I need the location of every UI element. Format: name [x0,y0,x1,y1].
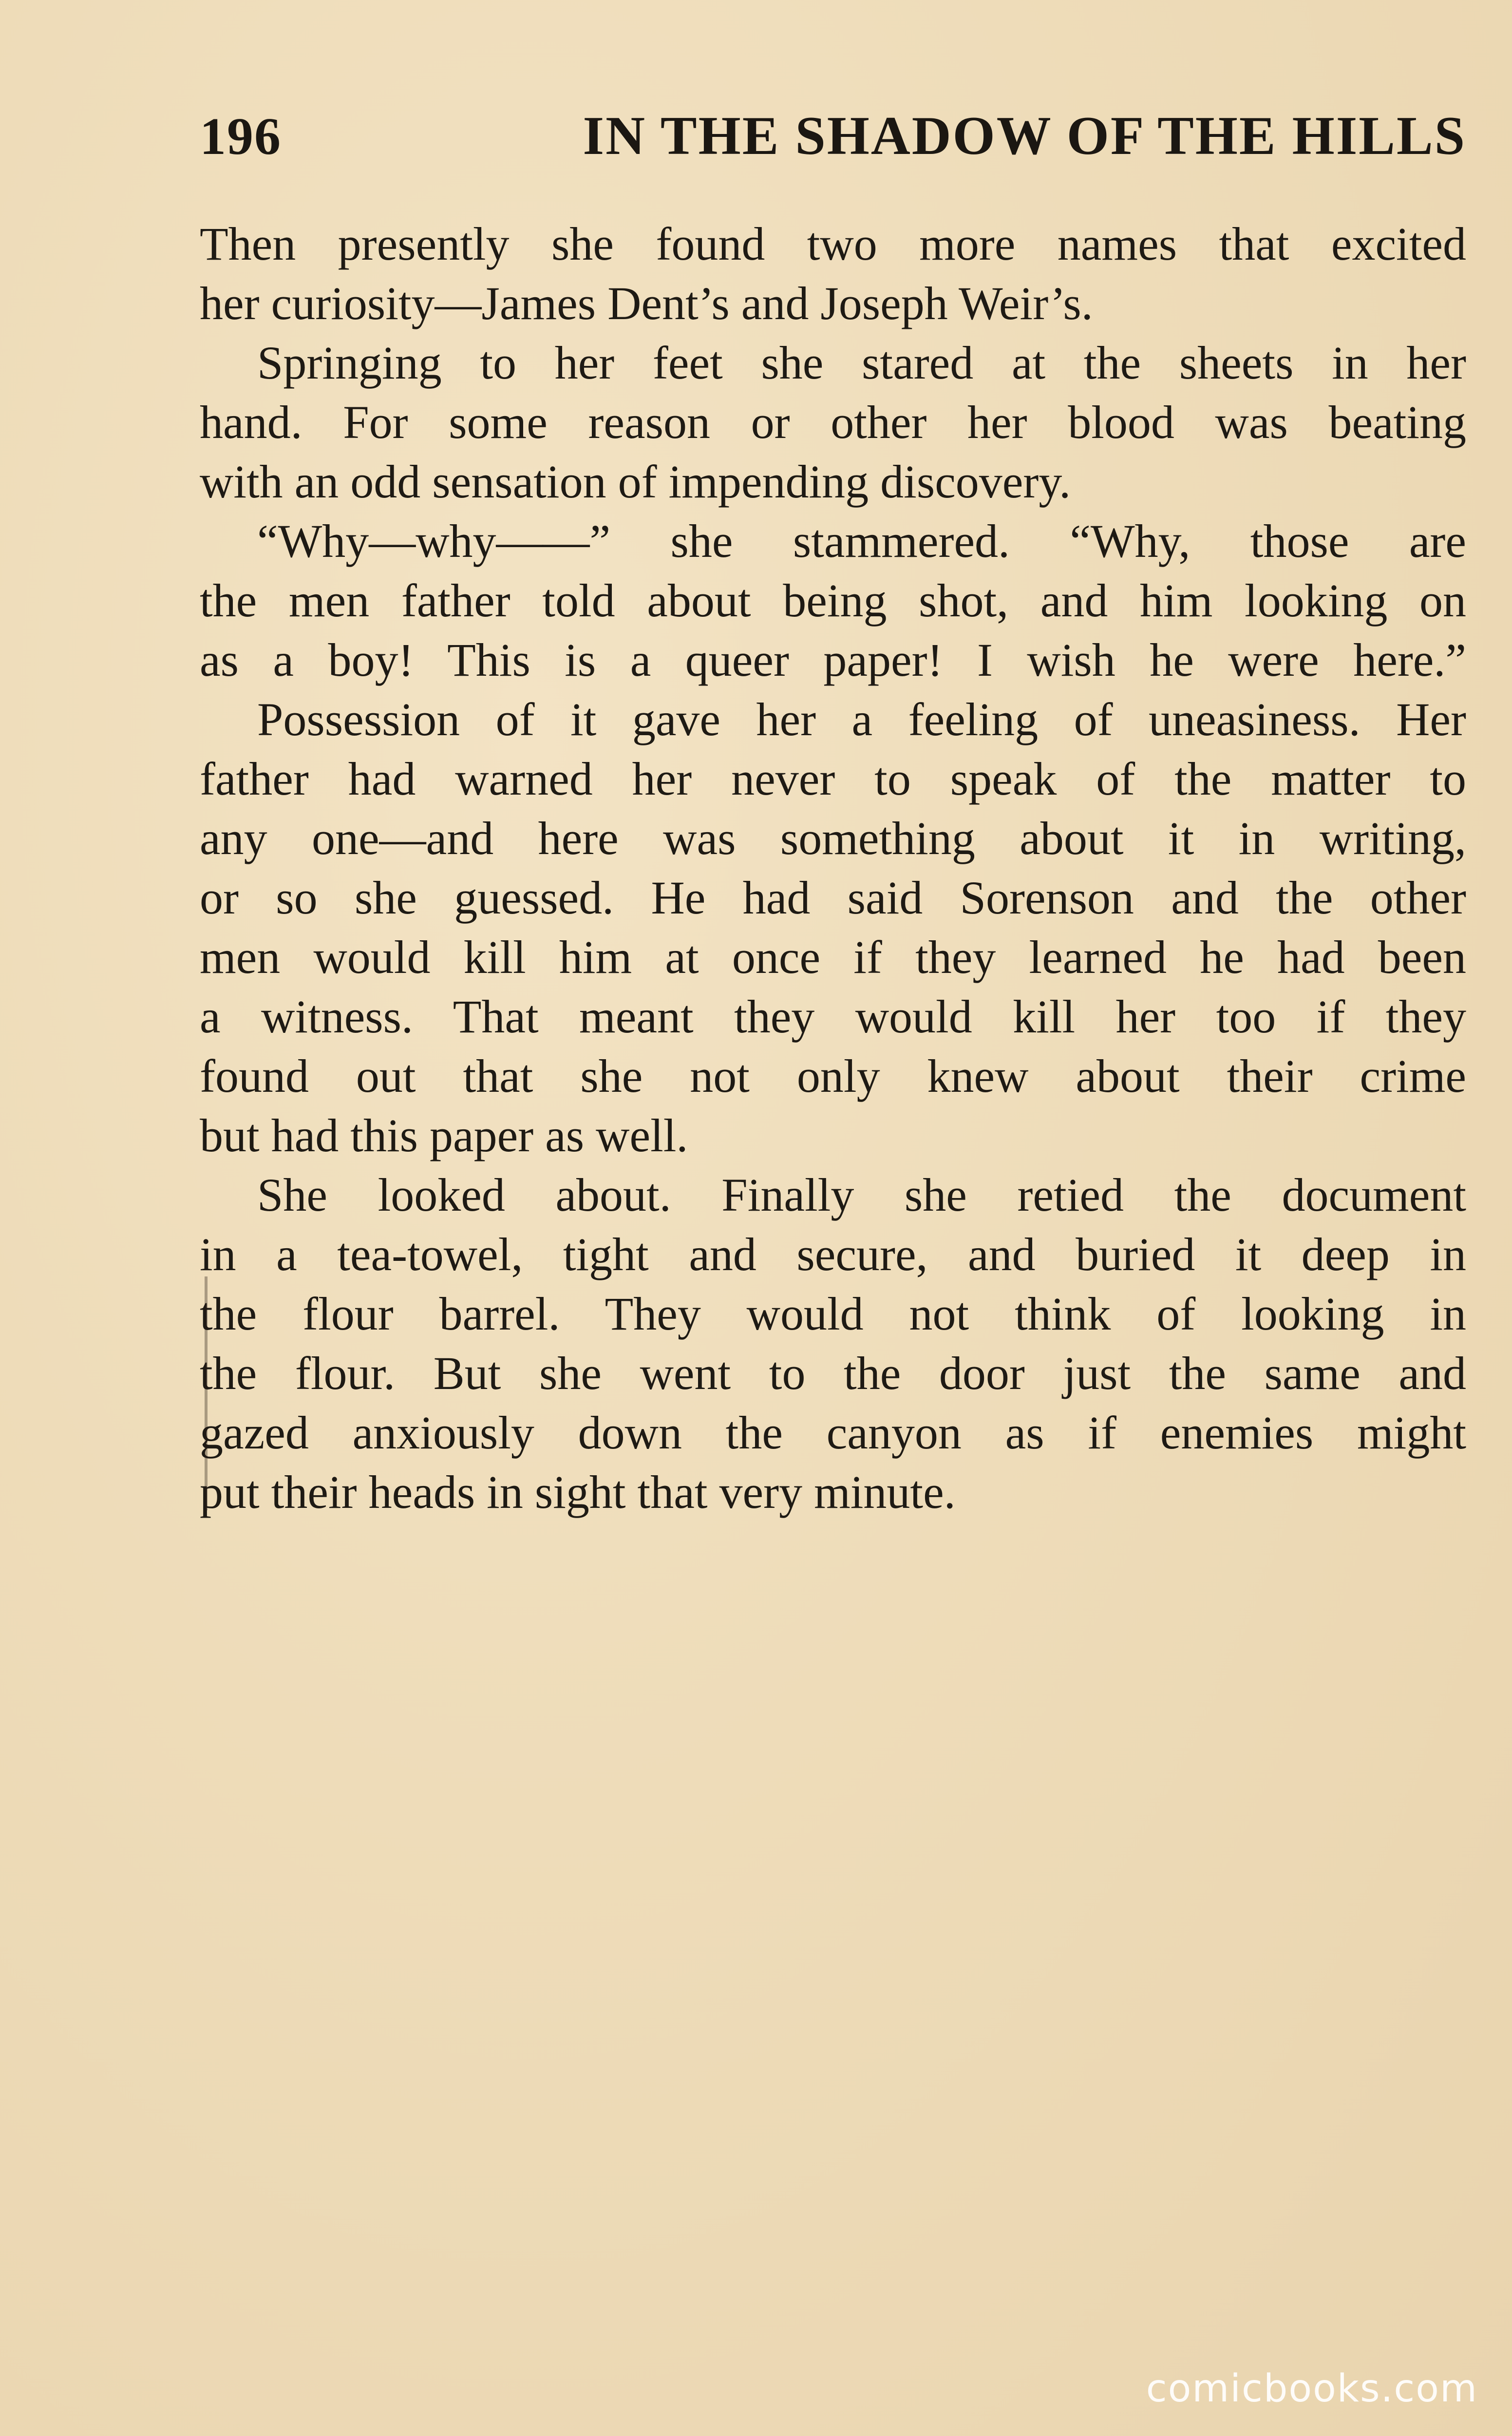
text-line: Then presently she found two more names that excited [200,218,1466,270]
text-line: the flour barrel. They would not think of looking in [200,1288,1466,1340]
paragraph-3 [200,512,1466,690]
text-line: Possession of it gave her a feeling of uneasiness. Her [257,693,1466,745]
text-line: as a boy! This is a queer paper! I wish he were here.” [200,634,1466,686]
paragraph-5 [200,1165,1466,1522]
text-line: hand. For some reason or other her blood was beating [200,396,1466,448]
text-line: She looked about. Finally she retied the document [257,1169,1466,1221]
binding-margin-mark [205,1276,208,1510]
running-head [200,105,1466,178]
page-number: 196 [200,108,282,166]
body-text [200,214,1466,1522]
paragraph-1 [200,214,1466,333]
text-line: the men father told about being shot, and him looking on [200,574,1466,627]
text-line: with an odd sensation of impending discovery. [200,456,1071,508]
book-title: IN THE SHADOW OF THE HILLS [583,106,1466,166]
text-line: the flour. But she went to the door just the same and [200,1347,1466,1399]
text-line: a witness. That meant they would kill her too if they [200,990,1466,1043]
text-line: but had this paper as well. [200,1109,688,1161]
text-line: found out that she not only knew about their crime [200,1050,1466,1102]
text-line: “Why—why——” she stammered. “Why, those are [257,515,1466,567]
text-line: gazed anxiously down the canyon as if enemies might [200,1407,1466,1459]
text-line: father had warned her never to speak of the matter to [200,753,1466,805]
text-line: men would kill him at once if they learned he had been [200,931,1466,983]
text-line: in a tea-towel, tight and secure, and buried it deep in [200,1228,1466,1280]
text-line: any one—and here was something about it in writing, [200,812,1466,864]
text-line: put their heads in sight that very minute. [200,1466,956,1518]
paragraph-2 [200,333,1466,512]
text-line: or so she guessed. He had said Sorenson and the other [200,872,1466,924]
text-line: Springing to her feet she stared at the sheets in her [257,337,1466,389]
paragraph-4 [200,690,1466,1165]
watermark: comicbooks.com [1146,2367,1478,2411]
text-line: her curiosity—James Dent’s and Joseph Weir’s. [200,277,1093,329]
